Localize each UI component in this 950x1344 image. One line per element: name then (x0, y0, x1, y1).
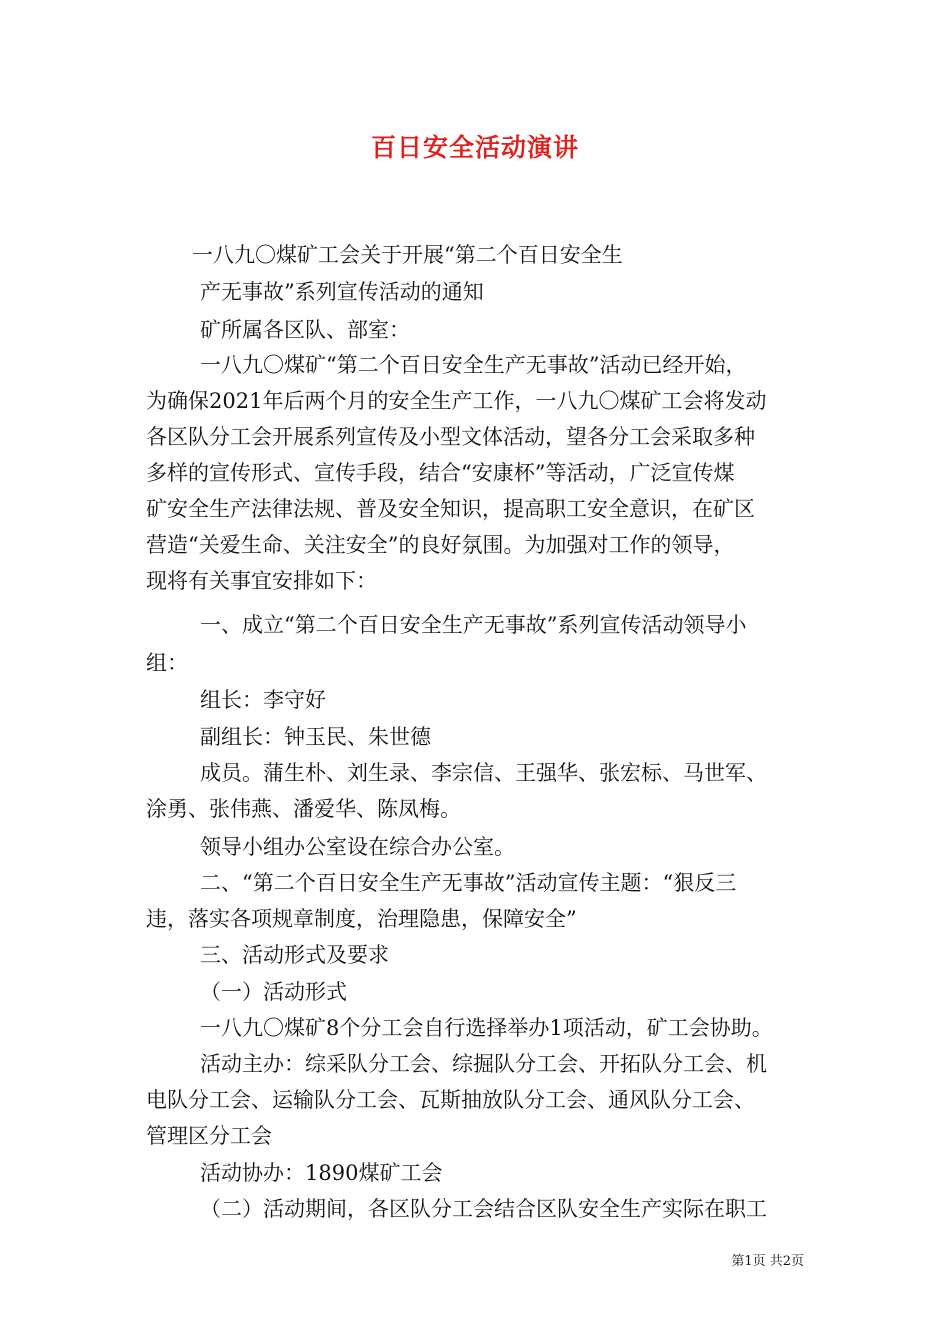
body-line: 成员。蒲生朴、刘生录、李宗信、王强华、张宏标、马世军、 (200, 761, 767, 785)
body-line: 活动协办：1890煤矿工会 (200, 1161, 443, 1185)
body-line: 三、活动形式及要求 (200, 943, 389, 967)
body-line: 副组长：钟玉民、朱世德 (200, 725, 431, 749)
body-line: 一八九〇煤矿工会关于开展“第二个百日安全生 (192, 243, 623, 267)
body-line: 活动主办：综采队分工会、综掘队分工会、开拓队分工会、机 (200, 1052, 767, 1076)
body-line: 组： (146, 651, 188, 675)
body-line: 为确保2021年后两个月的安全生产工作，一八九〇煤矿工会将发动 (146, 389, 767, 413)
body-line: 产无事故”系列宣传活动的通知 (200, 280, 484, 304)
body-line: 一八九〇煤矿8个分工会自行选择举办1项活动，矿工会协助。 (200, 1016, 773, 1040)
body-line: 管理区分工会 (146, 1124, 272, 1148)
body-line: 矿所属各区队、部室： (200, 318, 410, 342)
body-line: 组长：李守好 (200, 688, 326, 712)
body-line: 营造“关爱生命、关注安全”的良好氛围。为加强对工作的领导， (146, 533, 735, 557)
body-line: 现将有关事宜安排如下： (146, 569, 377, 593)
body-line: 领导小组办公室设在综合办公室。 (200, 835, 515, 859)
body-line: （一）活动形式 (200, 980, 347, 1004)
body-line: （二）活动期间，各区队分工会结合区队安全生产实际在职工 (200, 1197, 767, 1221)
document-title: 百日安全活动演讲 (370, 133, 579, 162)
body-line: 涂勇、张伟燕、潘爱华、陈凤梅。 (146, 797, 461, 821)
body-line: 电队分工会、运输队分工会、瓦斯抽放队分工会、通风队分工会、 (146, 1088, 755, 1112)
body-line: 各区队分工会开展系列宣传及小型文体活动，望各分工会采取多种 (146, 425, 755, 449)
body-line: 一八九〇煤矿“第二个百日安全生产无事故”活动已经开始， (200, 353, 747, 377)
page-number: 第1页 共2页 (731, 1254, 804, 1269)
body-line: 矿安全生产法律法规、普及安全知识，提高职工安全意识，在矿区 (146, 497, 755, 521)
body-line: 违，落实各项规章制度，治理隐患，保障安全” (146, 907, 577, 931)
body-line: 多样的宣传形式、宣传手段，结合“安康杯”等活动，广泛宣传煤 (146, 461, 735, 485)
body-line: 二、“第二个百日安全生产无事故”活动宣传主题：“狠反三 (200, 871, 737, 895)
body-line: 一、成立“第二个百日安全生产无事故”系列宣传活动领导小 (200, 613, 747, 637)
